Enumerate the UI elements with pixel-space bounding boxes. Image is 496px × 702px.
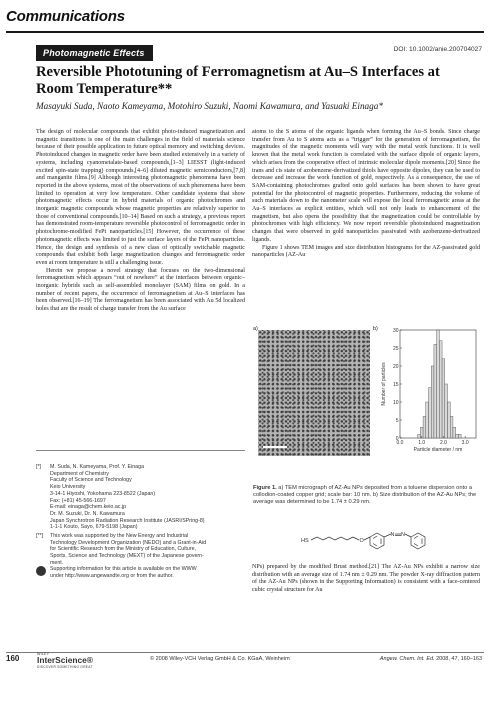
acknowledgment-line: for Scientific Research from the Ministry of Education, Culture, [50,546,197,553]
affiliation-line: Keio University [50,484,86,491]
caption-label: Figure 1. [253,485,277,491]
affiliation-line: Fax: (+81) 45-566-1697 [50,497,106,504]
histogram-bar [453,427,456,438]
title-line-1: Reversible Phototuning of Ferromagnetism at Au–S Interfaces at [36,64,440,80]
x-tick-label: 2.0 [439,440,447,446]
author-list: Masayuki Suda, Naoto Kameyama, Motohiro Suzuki, Naomi Kawamura, and Yasuaki Einaga* [36,101,383,111]
histogram-bar [445,384,448,438]
y-tick-label: 15 [392,381,399,388]
azobenzene-thiol-structure [253,518,481,558]
logo-top: WILEY [37,652,50,656]
acknowledgment-line: This work was supported by the New Energy and Industrial [50,533,189,539]
affiliation-lines [50,464,245,531]
y-tick-label: 25 [392,345,399,352]
y-axis-label: Number of particles [381,362,387,406]
copyright: © 2008 Wiley-VCH Verlag GmbH & Co. KGaA, Weinheim [150,656,290,662]
journal-volume: 2008, 47, 160–163 [434,656,482,662]
figure-label-b: b) [373,326,378,332]
header-rule [6,31,484,33]
affiliation-line: M. Suda, N. Kameyama, Prof. Y. Einaga [50,464,145,470]
title-line-2: Room Temperature** [36,81,173,97]
nitrogen-label: N [401,532,405,538]
acknowledgment-lines [50,533,245,567]
page-number: 160 [6,654,20,663]
histogram-bar [423,416,426,438]
caption-text: a) TEM micrograph of AZ-Au NPs deposited from a toluene dispersion onto a collodion-coated copper grid; scale bar: 10 nm. b) Size distribution of the AZ-Au NPs; the average was determined to be 1.74 ± 0.29 nm. [253,485,477,506]
affiliation-footnote [36,464,245,531]
footnote-marker: [**] [36,533,44,539]
size-distribution-histogram [378,326,481,476]
histogram-bar [450,416,453,438]
acknowledgment-line: Sports, Science and Technology (MEXT) of the Japanese govern- [50,553,204,560]
acknowledgment-footnote [36,533,245,567]
histogram-bar [418,434,421,438]
supporting-info-footnote[interactable] [36,566,245,579]
journal-name: Angew. Chem. Int. Ed. [379,656,435,662]
footnote-marker: [*] [36,464,42,470]
tem-micrograph [258,330,370,456]
article-title [36,64,481,98]
y-tick-label: 30 [392,327,399,334]
histogram-bar [429,388,432,438]
acknowledgment-line: ment. [50,559,64,566]
logo-tagline: DISCOVER SOMETHING GREAT [37,665,93,669]
body-paragraph: atoms to the S atoms of the organic ligands when forming the Au–S bonds. Since charge transfer from Au to S atoms acts as a “trigger” for the generation of ferromagnetism, the magnitudes of the magnetic moments will vary with the metal work functions. It is well known that the metal work function is correlated with the surface dipole of organic layers, which arises from the cooperative effect of intrinsic molecular dipole moments.[20] Since the trans and cis state of azobenzene-derivatized thiols have opposite dipoles, they can be used to decrease and increase the work function of gold, respectively. As a consequence, the use of SAM-containing photochromes grafted onto gold surfaces has been shown to have great potential for the photocontrol of magnetic properties. Furthermore, reducing the volume of such materials down to the nanometer scale will expose the local ferromagnetic areas at the Au–S interfaces as explicit entities, which will not only leads to enhancement of the magnetism, but also opens the possibility that the magnetization could be controllable by photochromes with high efficiency. We now report reversible photoinduced magnetization changes that were observed in gold nanoparticles passivated with azobenzene-derivatized ligands. [252,129,480,243]
affiliation-line: Dr. M. Suzuki, Dr. N. Kawamura [50,510,125,517]
footnote-rule [36,450,245,451]
body-paragraph: The design of molecular compounds that exhibit photo-induced magnetization and magnetic transitions is one of the main challenges in the field of materials science because of their possible application to future optical memory and switching devices. Photoinduced changes in magnetic order have been studied extensively in a variety of systems, including cyanometalate-based compounds,[1–3] LIESST (light-induced excited spin-state trapping) compounds,[4–6] diluted magnetic semiconductors,[7,8] and manganite films.[9] Although interesting photomagnetic phenomena have been reported in the above systems, most of the observations of such phenomena have been limited to operation at very low temperature. Other candidate systems that show photomagnetic effects occur in hybrid materials of organic photochromes and inorganic magnetic compounds whose magnetic properties are relatively superior to those of conventional compounds.[10–14] Based on such a strategy, a previous report has demonstrated room-temperature reversible photocontrol of ferromagnetic order in photochrome-modified FePt nanoparticles.[15] However, the occurrence of these photomagnetic effects was limited to just the surface layers of the FePt nanoparticles. Hence, the design and synthesis of a new class of optically switchable magnetic compounds that exhibit both large magnetization changes and ferromagnetic order even at room temperature is still a challenging issue. [36,129,245,266]
body-paragraph: NPs) prepared by the modified Brust method.[21] The AZ-Au NPs exhibit a narrow size distribution with an average size of 1.74 nm ± 0.29 nm. The powder X-ray diffraction pattern of the AZ-Au NPs (shown in the Supporting Information) is consistent with a face-centered cubic crystal structure for Au [252,564,480,594]
affiliation-line: Faculty of Science and Technology [50,477,132,484]
doi[interactable]: DOI: 10.1002/anie.200704027 [393,46,482,53]
histogram-bar [431,366,434,438]
affiliation-line: Japan Synchrotron Radiation Research Institute (JASRI/SPring-8) [50,517,205,524]
affiliation-line: 3-14-1 Hiyoshi, Yokohama 223-8522 (Japan) [50,490,156,497]
section-label: Communications [6,8,125,25]
logo-name: InterScience® [37,655,93,665]
histogram-bar [442,359,445,438]
supporting-info-line: under http://www.angewandte.org or from the author. [50,572,174,579]
histogram-bar [448,402,451,438]
y-tick-label: 5 [395,417,399,424]
body-paragraph: Figure 1 shows TEM images and size distribution histograms for the AZ-passivated gold nanoparticles (AZ-Au [252,244,480,259]
supporting-info-line: Supporting information for this article is available on the WWW [50,566,197,572]
y-tick-label: 10 [392,399,399,406]
supporting-info-lines [50,566,245,579]
journal-reference [380,656,482,662]
right-column [252,129,480,260]
acknowledgment-line: Technology Development Organization (NEDO) and a Grant-in-Aid [50,539,207,546]
histogram-bar [434,344,437,438]
figure-caption [253,485,481,507]
x-tick-label: 1.0 [418,440,426,446]
affiliation-line: E-mail: einaga@chem.keio.ac.jp [50,504,127,511]
category-badge: Photomagnetic Effects [36,45,153,61]
left-column [36,129,245,314]
figure-label-a: a) [253,326,258,332]
x-tick-label: 3.0 [461,440,469,446]
affiliation-line: Department of Chemistry [50,470,109,477]
y-tick-label: 0 [395,435,399,442]
histogram-bar [456,434,459,438]
x-axis-label: Particle diameter / nm [413,447,463,453]
body-paragraph: Herein we propose a novel strategy that focuses on the two-dimensional ferromagnetism which appears “out of nowhere” at the interfaces between organic–inorganic hybrids such as self-assembled monolayer (SAM) films on gold. In a number of recent papers, the occurrence of ferromagnetism at Au–S interfaces has been observed.[16–19] The ferromagnetism has been associated with Au 5d localized holes that are the result of charge transfer from the Au surface [36,267,245,313]
y-tick-label: 20 [392,363,399,370]
interscience-logo[interactable] [37,652,93,669]
histogram-bar [439,341,442,438]
oxygen-label: O [359,538,364,544]
nitrogen-label: N [390,532,395,538]
histogram-bar [458,434,461,438]
scale-bar [263,446,287,448]
x-tick-label: 0.0 [396,440,404,446]
right-column-continued [252,564,480,595]
histogram-bar [437,330,440,438]
thiol-label: HS [301,538,309,544]
affiliation-line: 1-1-1 Kouto, Sayo, 679-5198 (Japan) [50,524,138,531]
histogram-bar [426,402,429,438]
